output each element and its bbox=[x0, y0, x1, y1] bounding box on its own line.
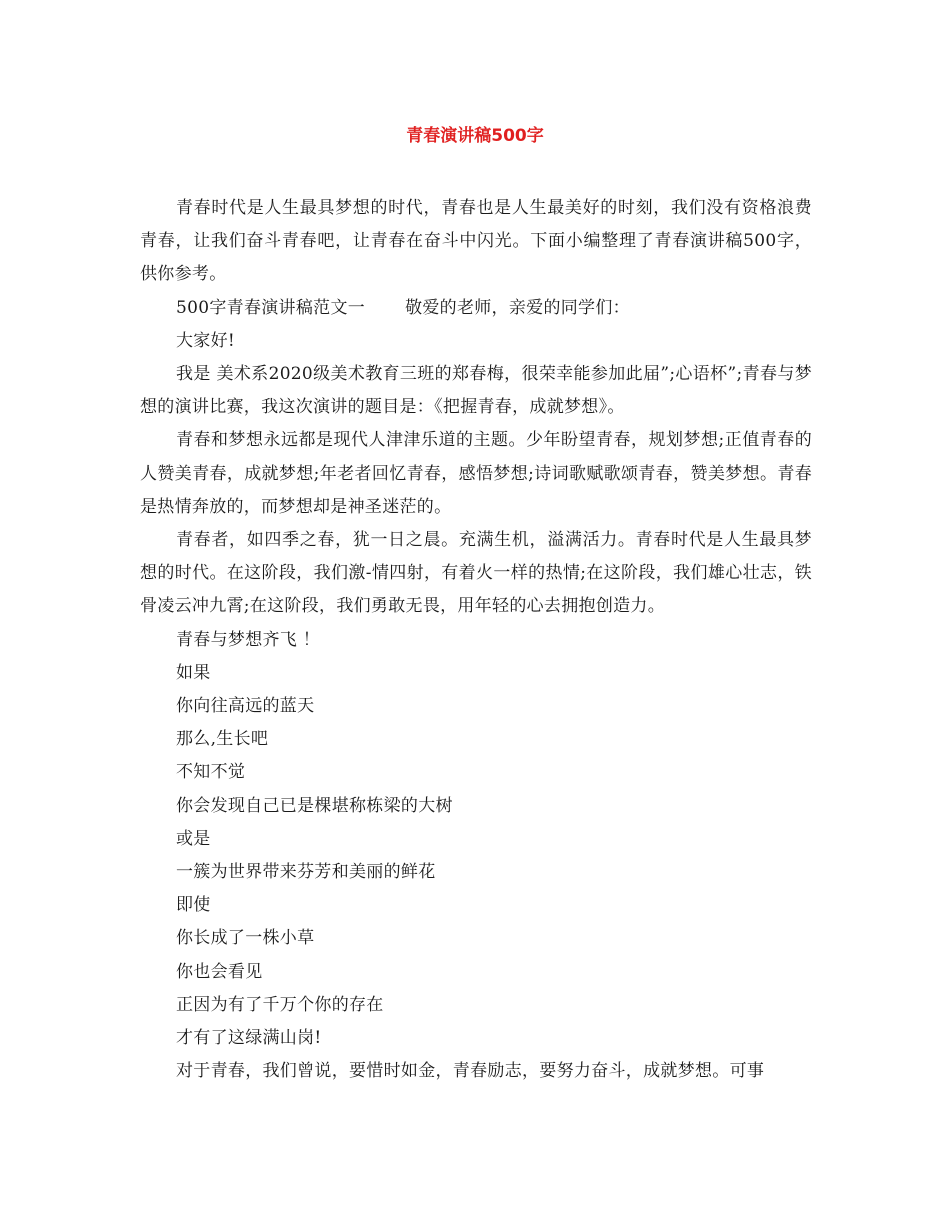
poem-line: 或是 bbox=[176, 828, 211, 849]
intro-paragraph: 青春时代是人生最具梦想的时代，青春也是人生最美好的时刻，我们没有资格浪费青春，让我们奋斗青春吧，让青春在奋斗中闪光。下面小编整理了青春演讲稿500字，供你参考。 bbox=[140, 198, 812, 285]
self-intro-paragraph: 我是 美术系2020级美术教育三班的郑春梅，很荣幸能参加此届”;心语杯”;青春与梦想的演讲比赛，我这次演讲的题目是：《把握青春，成就梦想》。 bbox=[140, 364, 812, 418]
poem-line: 你也会看见 bbox=[176, 961, 263, 982]
poem-line: 才有了这绿满山岗! bbox=[176, 1028, 322, 1049]
poem-line: 你长成了一株小草 bbox=[176, 928, 315, 949]
poem-line: 不知不觉 bbox=[176, 762, 246, 783]
poem-line: 即使 bbox=[176, 895, 211, 916]
document-body bbox=[140, 192, 812, 1088]
youth-paragraph: 青春者，如四季之春，犹一日之晨。充满生机，溢满活力。青春时代是人生最具梦想的时代。在这阶段，我们激-情四射，有着火一样的热情;在这阶段，我们雄心壮志，铁骨凌云冲九霄;在这阶段，我们勇敢无畏，用年轻的心去拥抱创造力。 bbox=[140, 530, 812, 617]
greeting: 大家好! bbox=[176, 330, 236, 351]
salutation: 敬爱的老师，亲爱的同学们： bbox=[405, 297, 630, 318]
poem-line: 那么,生长吧 bbox=[176, 729, 269, 750]
poem-line: 你向往高远的蓝天 bbox=[176, 696, 315, 717]
slogan: 青春与梦想齐飞 ！ bbox=[176, 629, 321, 650]
poem-line: 一簇为世界带来芬芳和美丽的鲜花 bbox=[176, 862, 436, 883]
closing-paragraph: 对于青春，我们曾说，要惜时如金，青春励志，要努力奋斗，成就梦想。可事 bbox=[176, 1061, 765, 1082]
poem-line: 你会发现自己已是棵堪称栋梁的大树 bbox=[176, 795, 453, 816]
theme-paragraph: 青春和梦想永远都是现代人津津乐道的主题。少年盼望青春，规划梦想;正值青春的人赞美青春，成就梦想;年老者回忆青春，感悟梦想;诗词歌赋歌颂青春，赞美梦想。青春是热情奔放的，而梦想却是神圣迷茫的。 bbox=[140, 430, 812, 517]
poem-line: 正因为有了千万个你的存在 bbox=[176, 994, 384, 1015]
sample-heading-line bbox=[140, 292, 812, 325]
poem-line: 如果 bbox=[176, 662, 211, 683]
sample-heading: 500字青春演讲稿范文一 bbox=[176, 297, 366, 318]
document-title: 青春演讲稿500字 bbox=[406, 126, 544, 146]
